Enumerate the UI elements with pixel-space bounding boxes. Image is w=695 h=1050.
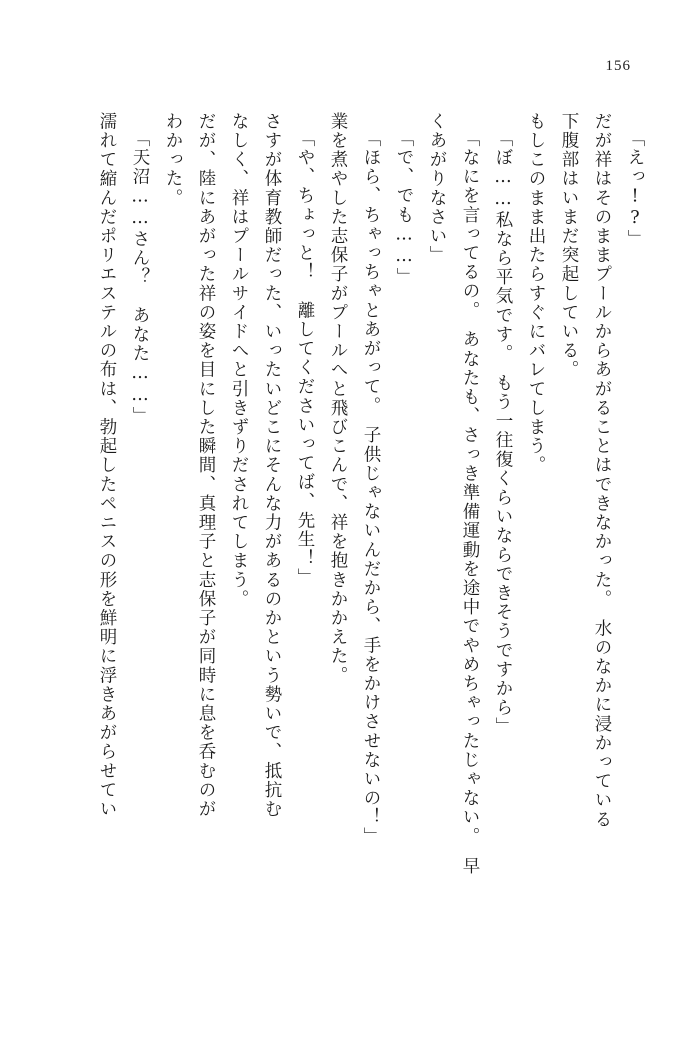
text-line: 「ほら、ちゃっちゃとあがって。 子供じゃないんだから、手をかけさせないの！」 [361,129,381,847]
text-line: くあがりなさい」 [427,112,447,265]
text-line: 下腹部はいまだ突起している。 [559,112,579,380]
text-line: なしく、祥はプールサイドへと引きずりだされてしまう。 [229,112,249,609]
page-number: 156 [605,58,631,74]
text-line: さすが体育教師だった、いったいどこにそんな力があるのかという勢いで、抵抗む [262,112,282,819]
text-line: 「ぼ……私なら平気です。 もう一往復くらいならできそうですから」 [493,129,513,737]
text-line: だが、陸にあがった祥の姿を目にした瞬間、真理子と志保子が同時に息を呑むのが [196,112,216,819]
text-line: 「で、でも……」 [394,129,414,287]
text-line: 「天沼……さん？ あなた……」 [130,129,150,426]
text-line: 「なにを言ってるの。 あなたも、さっき準備運動を途中でやめちゃったじゃない。 早 [460,129,480,876]
text-line: 「や、ちょっと！ 離してくださいってば、先生！」 [295,129,315,588]
text-line: もしこのまま出たらすぐにバレてしまう。 [526,112,546,475]
text-line: 濡れて縮んだポリエステルの布は、勃起したペニスの形を鮮明に浮きあがらせてい [97,112,117,819]
page-body-text [52,112,643,1002]
text-line: 業を煮やした志保子がプールへと飛びこんで、祥を抱きかかえた。 [328,112,348,685]
text-line: 「えっ!?」 [625,129,645,249]
text-line: わかった。 [163,112,183,208]
text-line: だが祥はそのままプールからあがることはできなかった。 水のなかに浸かっている [592,112,612,830]
